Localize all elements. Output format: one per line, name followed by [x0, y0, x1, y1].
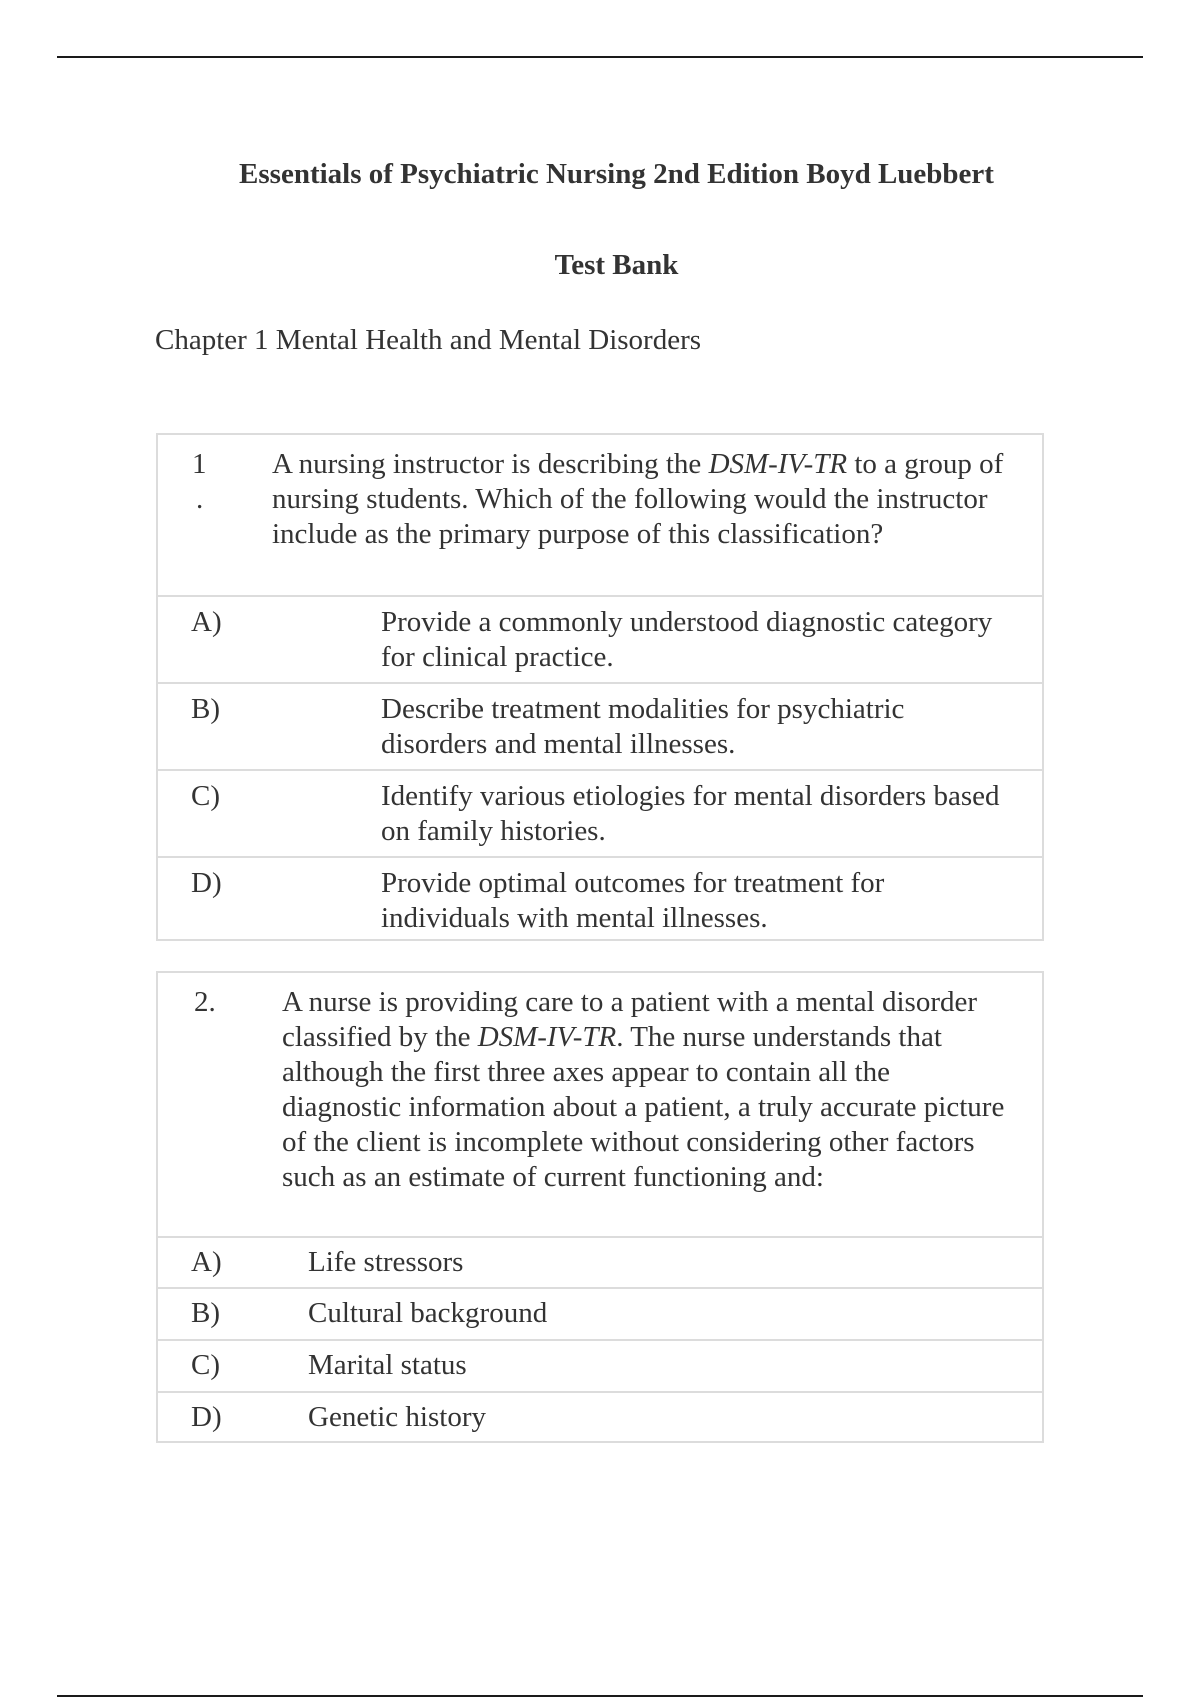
question-1-table	[156, 433, 1044, 941]
option-letter: A)	[191, 1246, 222, 1278]
question-2-option-c[interactable]	[158, 1339, 1042, 1391]
top-rule	[57, 56, 1143, 58]
document-title: Essentials of Psychiatric Nursing 2nd Edition Boyd Luebbert	[239, 158, 994, 190]
option-letter: C)	[191, 780, 220, 812]
option-text: Cultural background	[308, 1297, 548, 1329]
option-letter: C)	[191, 1349, 220, 1381]
question-2-stem-row	[158, 973, 1042, 1236]
document-subtitle: Test Bank	[554, 249, 679, 281]
question-2-option-a[interactable]	[158, 1236, 1042, 1287]
chapter-heading: Chapter 1 Mental Health and Mental Disorders	[155, 324, 702, 356]
bottom-rule	[57, 1695, 1143, 1697]
question-1-option-b[interactable]	[158, 682, 1042, 769]
option-text: Genetic history	[308, 1401, 486, 1433]
question-1-option-c[interactable]	[158, 769, 1042, 856]
option-letter: A)	[191, 606, 222, 638]
question-2-option-d[interactable]	[158, 1391, 1042, 1441]
option-text: Marital status	[308, 1349, 467, 1381]
question-2-stem: A nurse is providing care to a patient with a mental disorder classified by the DSM-IV-TR. The nurse understands that although the first three axes appear to contain all the diagnostic information about a patient, a truly accurate picture of the client is incomplete without considering other factors such as an estimate of current functioning and:	[282, 986, 1005, 1193]
option-text: Provide a commonly understood diagnostic category for clinical practice.	[381, 606, 993, 673]
question-2-option-b[interactable]	[158, 1287, 1042, 1339]
question-2-table	[156, 971, 1044, 1443]
question-1-number: 1 .	[192, 448, 207, 515]
option-text: Identify various etiologies for mental disorders based on family histories.	[381, 780, 1000, 847]
question-1-stem: A nursing instructor is describing the DSM-IV-TR to a group of nursing students. Which of the following would the instructor include as the primary purpose of this classification?	[272, 448, 1004, 550]
question-1-option-d[interactable]	[158, 856, 1042, 939]
option-letter: D)	[191, 867, 222, 899]
question-1-stem-row	[158, 435, 1042, 595]
question-2-number: 2.	[194, 986, 216, 1018]
option-text: Provide optimal outcomes for treatment for individuals with mental illnesses.	[381, 867, 885, 934]
option-letter: B)	[191, 693, 220, 725]
option-text: Life stressors	[308, 1246, 464, 1278]
option-letter: B)	[191, 1297, 220, 1329]
option-letter: D)	[191, 1401, 222, 1433]
option-text: Describe treatment modalities for psychiatric disorders and mental illnesses.	[381, 693, 905, 760]
question-1-option-a[interactable]	[158, 595, 1042, 682]
